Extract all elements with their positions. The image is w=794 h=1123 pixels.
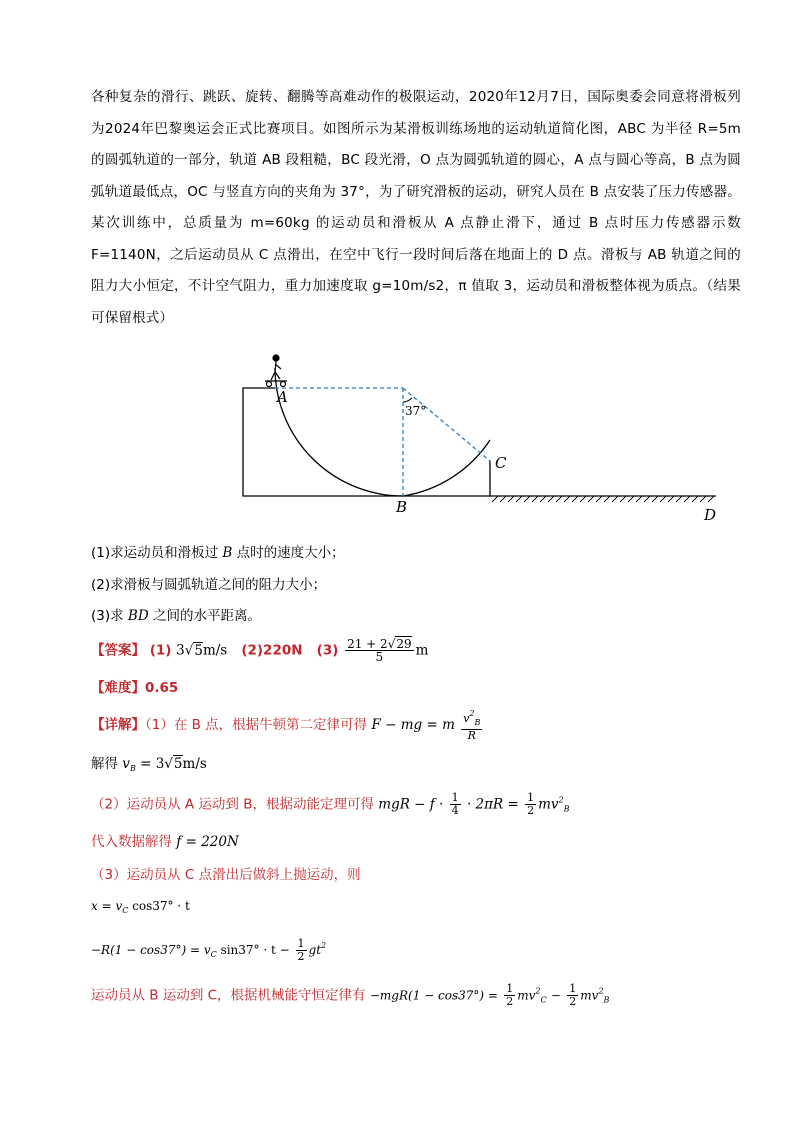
problem-text: 各种复杂的滑行、跳跃、旋转、翻腾等高难动作的极限运动，2020年12月7日，国际奥委会同意将滑板列为2024年巴黎奥运会正式比赛项目。如图所示为某滑板训练场地的运动轨道简化图，ABC 为半径 R=5m 的圆弧轨道的一部分，轨道 AB 段粗糙，BC 段光滑，O 点为圆弧轨道的圆心，A 点与圆心等高，B 点为圆弧轨道最低点，OC 与竖直方向的夹角为 37°，为了研究滑板的运动，研究人员在 B 点安装了压力传感器。某次训练中，总质量为 m=60kg 的运动员和滑板从 A 点静止滑下，通过 B 点时压力传感器示数 F=1140N，之后运动员从 C 点滑出，在空中飞行一段时间后落在地面上的 D 点。滑板与 AB 轨道之间的阻力大小恒定，不计空气阻力，重力加速度取 g=10m/s2，π 值取 3，运动员和滑板整体视为质点。（结果可保留根式） bbox=[91, 89, 741, 326]
track-diagram bbox=[230, 350, 730, 525]
arc-track bbox=[275, 368, 490, 496]
label-d: D bbox=[704, 506, 717, 524]
explanation-step-4: 代入数据解得 f = 220N bbox=[91, 834, 239, 850]
question-3: (3)求 BD 之间的水平距离。 bbox=[91, 608, 261, 624]
explanation-step-7: $-R(1 - \cos 37^\circ) = v_C$ sin37° · t − $\frac{1}{2}$ $gt^2$ bbox=[91, 937, 327, 963]
angle-arc bbox=[403, 398, 412, 402]
explanation-step-6: $x = v_C$ cos37° · t bbox=[91, 899, 190, 915]
question-2: (2)求滑板与圆弧轨道之间的阻力大小； bbox=[91, 577, 327, 593]
question-1: (1)求运动员和滑板过 B 点时的速度大小； bbox=[91, 545, 345, 561]
explanation-step-1: 【详解】（1）在 B 点，根据牛顿第二定律可得 F − mg = m $\frac{v^2_B}{R}$ bbox=[91, 709, 481, 742]
difficulty-line: 【难度】0.65 bbox=[91, 680, 179, 696]
label-c: C bbox=[495, 454, 507, 472]
answer-line: 【答案】 (1) 3√5m/s (2)220N (3) $\frac{21 + 2√29}{5}$ m bbox=[91, 637, 429, 664]
label-a: A bbox=[277, 388, 288, 406]
radius-oc bbox=[403, 388, 490, 461]
answer-label: 【答案】 bbox=[91, 642, 145, 659]
explanation-step-3: （2）运动员从 A 运动到 B，根据动能定理可得 mgR − f · $\frac{1}{4}$ · 2πR = $\frac{1}{2}$ $mv^2_B$ bbox=[91, 791, 570, 817]
ground-hatching bbox=[492, 496, 714, 502]
label-b: B bbox=[396, 498, 408, 516]
explanation-step-2: 解得 $v_B = 3√5m/s$ bbox=[91, 756, 207, 773]
explanation-step-8: 运动员从 B 运动到 C，根据机械能守恒定律有 −mgR(1 − cos37°) = $\frac{1}{2}$ $mv^2_C$ − $\frac{1}{2}$ $mv^2_B$ bbox=[91, 982, 610, 1008]
angle-label: 37° bbox=[405, 404, 427, 418]
explanation-step-5: （3）运动员从 C 点滑出后做斜上抛运动，则 bbox=[91, 867, 361, 883]
